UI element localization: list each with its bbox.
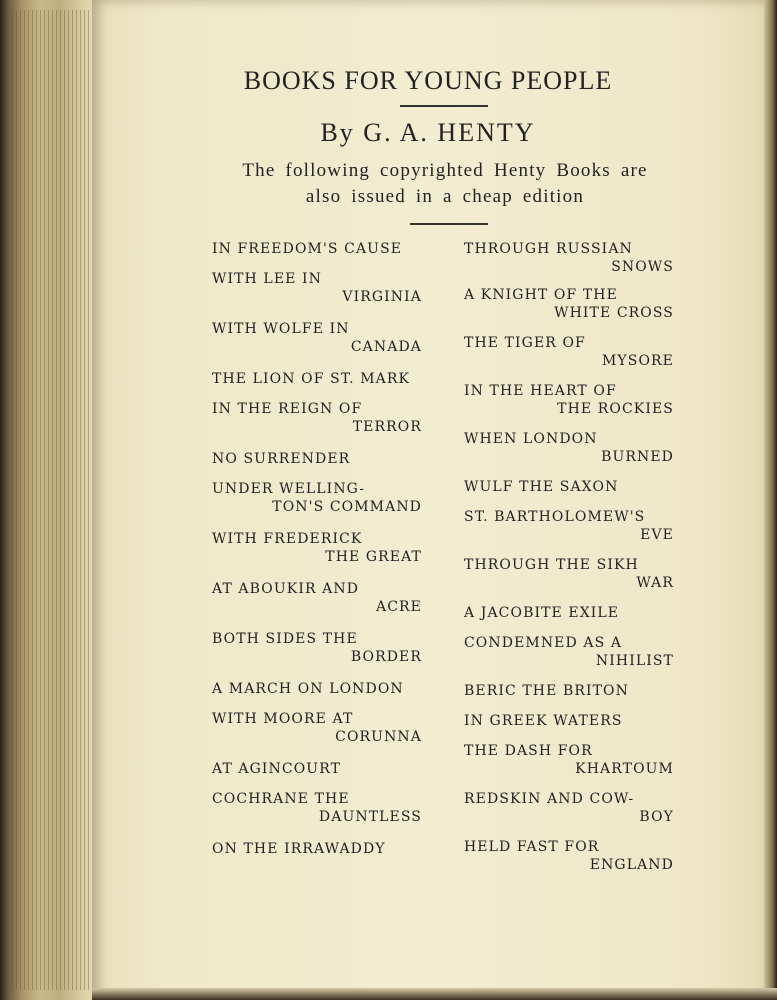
book-title-line-2: NIHILIST	[595, 653, 674, 669]
book-title	[212, 840, 422, 858]
book-title-line-1: WULF THE SAXON	[464, 479, 619, 495]
book-title	[212, 320, 422, 356]
page-title: BOOKS FOR YOUNG PEOPLE	[243, 66, 613, 95]
book-title	[464, 478, 674, 496]
book-title-line-1: AT AGINCOURT	[212, 761, 342, 777]
edition-note	[200, 158, 690, 210]
book-title-line-1: THE DASH FOR	[464, 743, 593, 759]
book-title-line-2: TON'S COMMAND	[272, 499, 422, 515]
book-title	[212, 530, 422, 566]
book-title-line-1: IN THE REIGN OF	[212, 401, 363, 417]
book-title	[464, 508, 674, 544]
book-title	[464, 790, 674, 826]
book-title-line-2: CORUNNA	[335, 729, 422, 745]
book-fore-edge	[0, 0, 100, 1000]
book-title-line-2: BURNED	[601, 449, 674, 465]
book-title	[464, 634, 674, 670]
book-title-line-1: CONDEMNED AS A	[464, 635, 623, 651]
book-title	[464, 682, 674, 700]
book-title	[212, 580, 422, 616]
author-line: By G. A. HENTY	[320, 118, 536, 147]
book-title	[212, 270, 422, 306]
page-edges	[12, 10, 97, 990]
book-title	[464, 430, 674, 466]
book-title-line-2: THE ROCKIES	[557, 401, 674, 417]
book-title	[212, 680, 422, 698]
book-title-line-1: A MARCH ON LONDON	[212, 681, 404, 697]
book-title	[212, 790, 422, 826]
book-title-line-1: WITH LEE IN	[212, 271, 322, 287]
divider-rule	[400, 105, 488, 107]
book-title-line-1: NO SURRENDER	[212, 451, 351, 467]
book-title	[464, 334, 674, 370]
book-title-line-2: MYSORE	[601, 353, 674, 369]
edition-note-line-2: also issued in a cheap edition	[305, 186, 585, 207]
book-title-line-1: BOTH SIDES THE	[212, 631, 358, 647]
book-title-line-1: THROUGH RUSSIAN	[464, 241, 633, 257]
book-title-line-2: ACRE	[376, 599, 422, 615]
book-title	[464, 742, 674, 778]
book-title	[212, 400, 422, 436]
book-title-line-1: REDSKIN AND COW-	[464, 791, 635, 807]
book-title-line-1: ON THE IRRAWADDY	[212, 841, 386, 857]
book-title	[464, 604, 674, 622]
book-title-line-1: A KNIGHT OF THE	[464, 287, 618, 303]
book-title	[212, 240, 422, 258]
book-title-line-2: KHARTOUM	[575, 761, 674, 777]
book-title	[464, 286, 674, 322]
book-title-line-1: COCHRANE THE	[212, 791, 350, 807]
book-title-line-2: TERROR	[352, 419, 422, 435]
book-title-line-1: WHEN LONDON	[464, 431, 598, 447]
edition-note-line-1: The following copyrighted Henty Books are	[242, 160, 648, 181]
book-title-line-1: IN FREEDOM'S CAUSE	[212, 241, 403, 257]
book-title	[464, 240, 674, 276]
book-title	[464, 712, 674, 730]
book-title-line-1: HELD FAST FOR	[464, 839, 600, 855]
book-title-line-2: BORDER	[350, 649, 422, 665]
book-title	[212, 630, 422, 666]
book-title-line-1: WITH FREDERICK	[212, 531, 363, 547]
book-title	[212, 710, 422, 746]
book-title-line-2: EVE	[640, 527, 674, 543]
book-title-line-2: WHITE CROSS	[554, 305, 674, 321]
page-right-edge	[764, 0, 777, 1000]
book-title-line-1: WITH MOORE AT	[212, 711, 354, 727]
book-title	[464, 838, 674, 874]
book-title	[464, 382, 674, 418]
book-title	[464, 556, 674, 592]
book-title-line-1: AT ABOUKIR AND	[212, 581, 360, 597]
book-title	[212, 370, 422, 388]
book-title-line-1: BERIC THE BRITON	[464, 683, 629, 699]
divider-rule	[410, 223, 488, 225]
book-title-line-1: IN THE HEART OF	[464, 383, 617, 399]
book-title-line-1: A JACOBITE EXILE	[464, 605, 620, 621]
book-title	[212, 760, 422, 778]
book-title-line-2: VIRGINIA	[342, 289, 422, 305]
book-title-line-1: WITH WOLFE IN	[212, 321, 350, 337]
book-title-line-2: SNOWS	[611, 259, 674, 275]
book-title-line-2: ENGLAND	[589, 857, 674, 873]
book-title-line-1: UNDER WELLING-	[212, 481, 366, 497]
book-title-line-1: THROUGH THE SIKH	[464, 557, 639, 573]
book-title-line-2: DAUNTLESS	[318, 809, 422, 825]
book-title-line-1: THE TIGER OF	[464, 335, 586, 351]
book-title-line-1: THE LION OF ST. MARK	[212, 371, 411, 387]
book-title-line-2: CANADA	[350, 339, 422, 355]
book-title-line-1: IN GREEK WATERS	[464, 713, 623, 729]
book-title-line-2: WAR	[636, 575, 674, 591]
book-title	[212, 480, 422, 516]
book-title-line-2: BOY	[639, 809, 674, 825]
book-title-line-2: THE GREAT	[325, 549, 422, 565]
page-bottom-edge	[92, 988, 777, 1000]
book-title	[212, 450, 422, 468]
book-title-line-1: ST. BARTHOLOMEW'S	[464, 509, 646, 525]
